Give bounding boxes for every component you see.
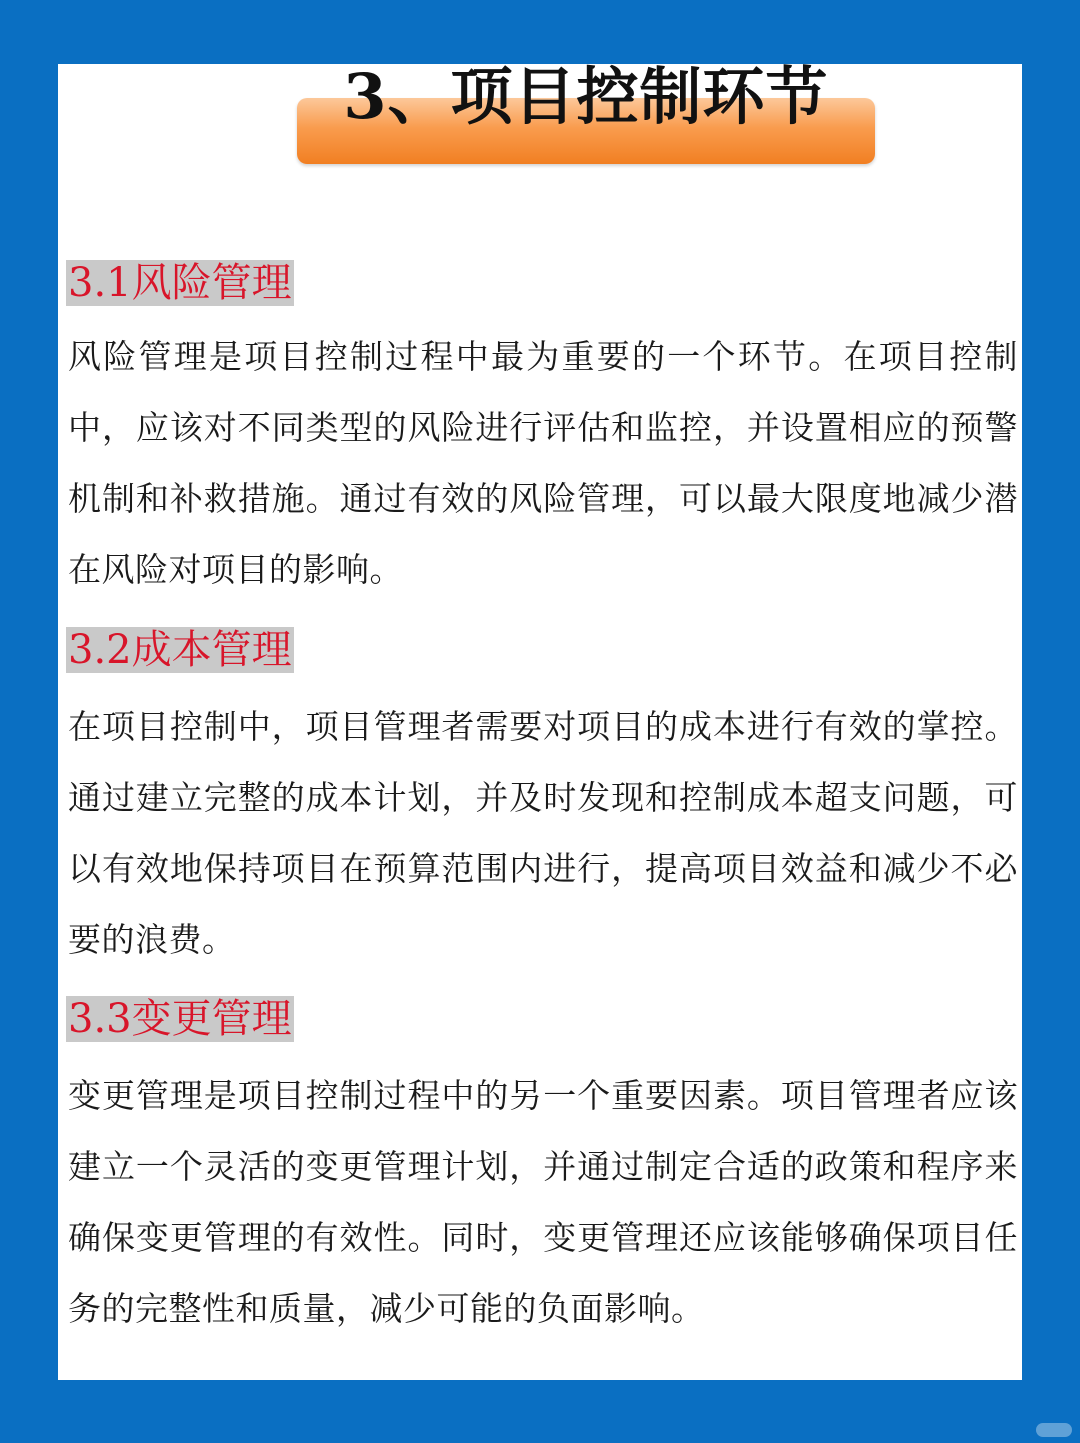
content-card <box>58 60 1022 1380</box>
section-heading-change-management: 3.3变更管理 <box>68 996 292 1042</box>
section-heading-cost-management: 3.2成本管理 <box>68 627 292 673</box>
section-body-cost-management: 在项目控制中，项目管理者需要对项目的成本进行有效的掌控。通过建立完整的成本计划，并及时发现和控制成本超支问题，可以有效地保持项目在预算范围内进行，提高项目效益和减少不必要的浪费。 <box>68 707 1018 959</box>
page-title: 3、项目控制环节 <box>343 60 829 133</box>
section-heading-risk-management: 3.1风险管理 <box>68 260 292 306</box>
watermark-logo <box>1036 1423 1072 1437</box>
section-body-risk-management: 风险管理是项目控制过程中最为重要的一个环节。在项目控制中，应该对不同类型的风险进行评估和监控，并设置相应的预警机制和补救措施。通过有效的风险管理，可以最大限度地减少潜在风险对项目的影响。 <box>68 337 1018 589</box>
section-body-change-management: 变更管理是项目控制过程中的另一个重要因素。项目管理者应该建立一个灵活的变更管理计划，并通过制定合适的政策和程序来确保变更管理的有效性。同时，变更管理还应该能够确保项目任务的完整性和质量，减少可能的负面影响。 <box>68 1076 1018 1328</box>
